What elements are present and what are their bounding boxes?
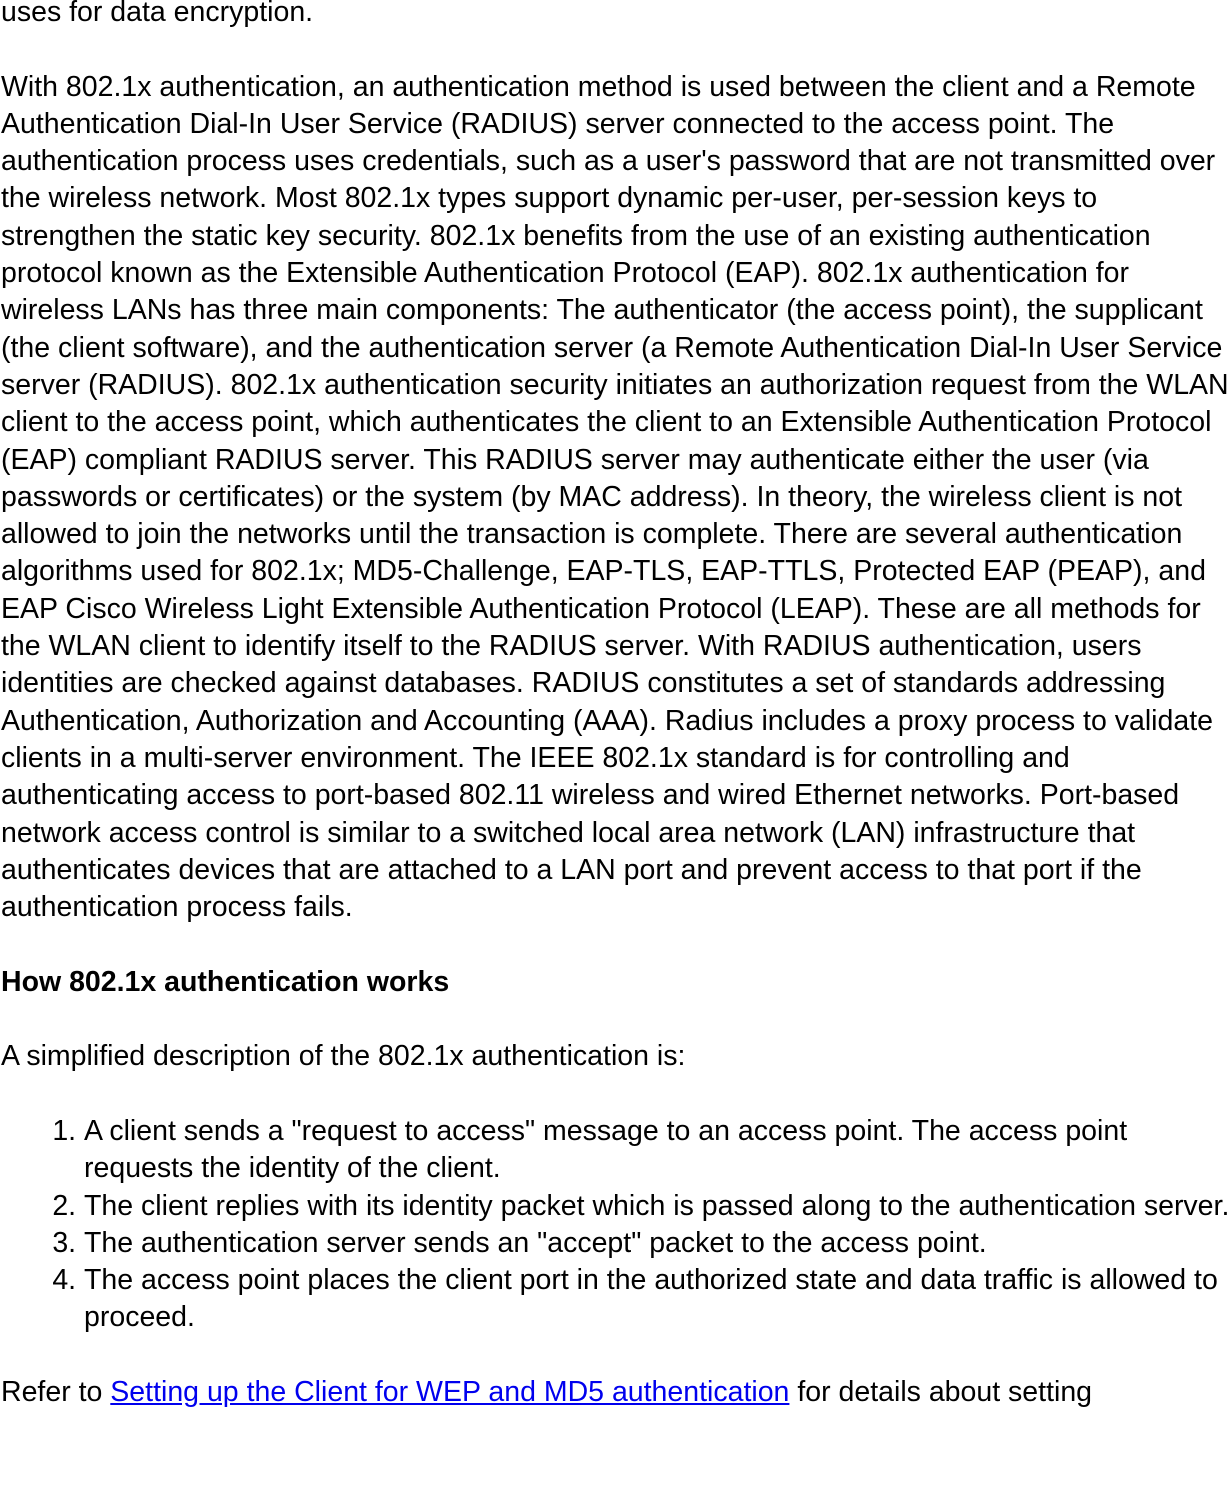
wep-md5-setup-link[interactable]: Setting up the Client for WEP and MD5 authentication — [110, 1375, 790, 1408]
refer-prefix: Refer to — [1, 1375, 111, 1408]
section-heading: How 802.1x authentication works — [1, 965, 450, 998]
list-item: 3. The authentication server sends an "accept" packet to the access point. — [84, 1225, 1232, 1262]
steps-list — [1, 1113, 1232, 1337]
list-item: 4. The access point places the client port in the authorized state and data traffic is allowed to proceed. — [84, 1262, 1232, 1337]
intro-fragment: uses for data encryption. — [1, 0, 314, 28]
list-item: 2. The client replies with its identity packet which is passed along to the authentication server. — [84, 1188, 1232, 1225]
main-paragraph: With 802.1x authentication, an authentication method is used between the client and a Remote Authentication Dial-In User Service (RADIUS) server connected to the access point. The authentication process uses credentials, such as a user's password that are not transmitted over the wireless network. Most 802.1x types support dynamic per-user, per-session keys to strengthen the static key security. 802.1x benefits from the use of an existing authentication protocol known as the Extensible Authentication Protocol (EAP). 802.1x authentication for wireless LANs has three main components: The authenticator (the access point), the supplicant (the client software), and the authentication server (a Remote Authentication Dial-In User Service server (RADIUS). 802.1x authentication security initiates an authorization request from the WLAN client to the access point, which authenticates the client to an Extensible Authentication Protocol (EAP) compliant RADIUS server. This RADIUS server may authenticate either the user (via passwords or certificates) or the system (by MAC address). In theory, the wireless client is not allowed to join the networks until the transaction is complete. There are several authentication algorithms used for 802.1x; MD5-Challenge, EAP-TLS, EAP-TTLS, Protected EAP (PEAP), and EAP Cisco Wireless Light Extensible Authentication Protocol (LEAP). These are all methods for the WLAN client to identify itself to the RADIUS server. With RADIUS authentication, users identities are checked against databases. RADIUS constitutes a set of standards addressing Authentication, Authorization and Accounting (AAA). Radius includes a proxy process to validate clients in a multi-server environment. The IEEE 802.1x standard is for controlling and authenticating access to port-based 802.11 wireless and wired Ethernet networks. Port-based network access control is similar to a switched local area network (LAN) infrastructure that authenticates devices that are attached to a LAN port and prevent access to that port if the authentication process fails. — [1, 70, 1229, 924]
document-page — [1, 0, 1232, 1449]
list-intro: A simplified description of the 802.1x authentication is: — [1, 1040, 686, 1073]
refer-paragraph — [1, 1374, 1232, 1411]
refer-suffix: for details about setting — [789, 1375, 1093, 1408]
list-item: 1. A client sends a "request to access" message to an access point. The access point requests the identity of the client. — [84, 1113, 1232, 1188]
